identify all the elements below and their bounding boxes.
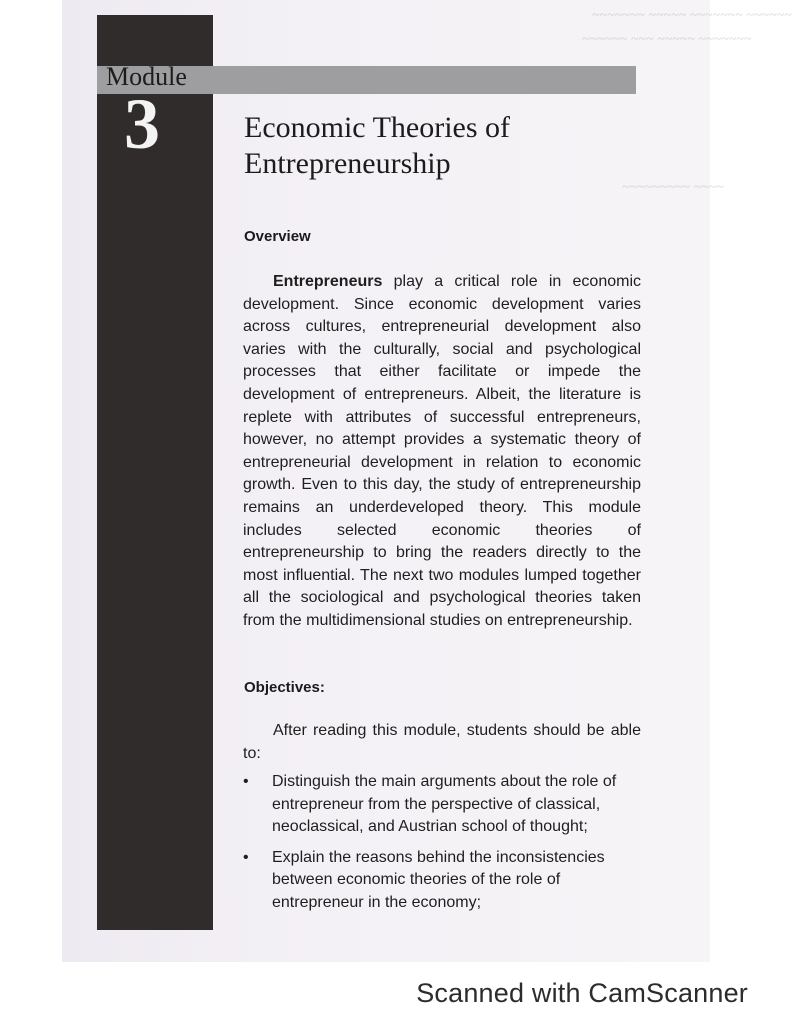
objectives-intro: After reading this module, students should be able to: xyxy=(243,722,641,762)
camscanner-watermark: Scanned with CamScanner xyxy=(416,978,748,1008)
objective-text: Explain the reasons behind the inconsistencies between economic theories of the role of entrepreneur in the economy; xyxy=(272,848,605,911)
overview-lead-word: Entrepreneurs xyxy=(273,273,383,290)
list-item xyxy=(243,771,641,839)
overview-paragraph xyxy=(243,271,641,633)
objectives-list xyxy=(243,771,641,923)
title-line-1: Economic Theories of xyxy=(244,111,511,144)
page-title xyxy=(244,110,644,182)
bleed-through-text: ~~~~~~ ~~~ ~~~~~ ~~~~~~~ xyxy=(582,32,752,47)
title-line-2: Entrepreneurship xyxy=(244,147,451,180)
bleed-through-text: ~~~~~~~~~ ~~~~ xyxy=(622,180,724,195)
module-number: 3 xyxy=(124,84,160,164)
overview-body: play a critical role in economic development. Since economic development varies across cultures, entrepreneurial development also varies with the culturally, social and psychological processes that either facilitate or impede the development of entrepreneurs. Albeit, the literature is replete with attributes of successful entrepreneurs, however, no attempt provides a systematic theory of entrepreneurial development in relation to economic growth. Even to this day, the study of entrepreneurship remains an underdeveloped theory. This module includes selected economic theories of entrepreneurship to bring the readers directly to the most influential. The next two modules lumped together all the sociological and psychological theories taken from the multidimensional studies on entrepreneurship. xyxy=(243,273,642,629)
list-item xyxy=(243,847,641,915)
bleed-through-text: ~~~~~~~ ~~~~~ ~~~~~~~ ~~~~~~ xyxy=(592,8,792,23)
bullet-icon: • xyxy=(243,773,249,790)
objectives-heading: Objectives: xyxy=(244,679,325,696)
bullet-icon: • xyxy=(243,848,249,866)
module-label: Module xyxy=(106,62,187,91)
objective-text: Distinguish the main arguments about the role of entrepreneur from the perspective of classical, neoclassical, and Austrian school of thought; xyxy=(272,773,617,836)
overview-heading: Overview xyxy=(244,228,311,245)
